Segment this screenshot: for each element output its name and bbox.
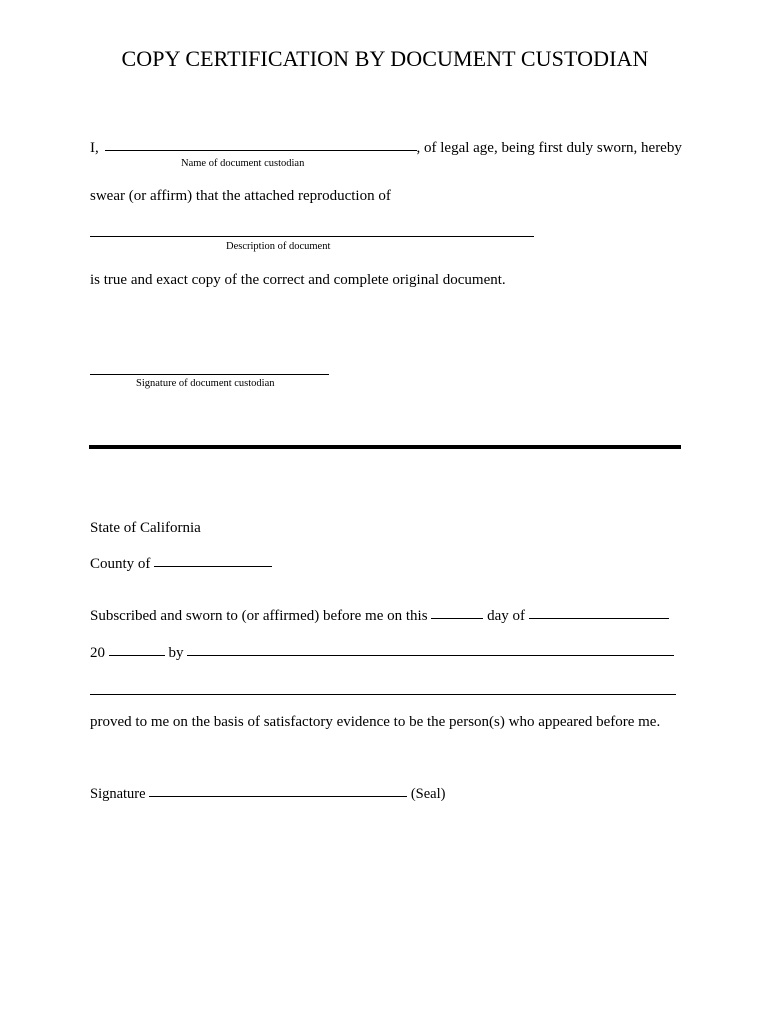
custodian-name-field[interactable] (105, 149, 417, 151)
description-caption: Description of document (226, 241, 331, 252)
section-divider (89, 445, 681, 449)
signature-caption: Signature of document custodian (136, 378, 275, 389)
custodian-prefix: I, (90, 140, 99, 156)
state-label: State of California (90, 520, 201, 536)
description-field[interactable] (90, 236, 534, 237)
by-label: by (168, 645, 184, 661)
swear-statement: swear (or affirm) that the attached reproduction of (90, 188, 391, 204)
custodian-signature-field[interactable] (90, 374, 329, 375)
notary-signature-field[interactable] (149, 795, 407, 797)
true-copy-statement: is true and exact copy of the correct and complete original document. (90, 272, 506, 288)
subscribed-prefix: Subscribed and sworn to (or affirmed) before me on this (90, 608, 428, 624)
month-field[interactable] (529, 617, 669, 619)
custodian-statement (90, 140, 682, 157)
year-field[interactable] (109, 654, 165, 656)
document-title: COPY CERTIFICATION BY DOCUMENT CUSTODIAN (121, 46, 649, 71)
county-label: County of (90, 556, 151, 572)
person-name-field[interactable] (187, 654, 674, 656)
subscribed-line (90, 608, 669, 625)
custodian-suffix: , of legal age, being first duly sworn, hereby (416, 140, 682, 156)
day-field[interactable] (431, 617, 483, 619)
day-of-label: day of (487, 608, 525, 624)
year-by-line (90, 645, 674, 662)
signature-label: Signature (90, 786, 146, 802)
custodian-name-caption: Name of document custodian (181, 158, 305, 169)
additional-names-field[interactable] (90, 694, 676, 695)
proved-statement: proved to me on the basis of satisfactory evidence to be the person(s) who appeared before me. (90, 714, 661, 730)
notary-signature-line (90, 786, 445, 803)
seal-label: (Seal) (410, 786, 446, 802)
county-line (90, 556, 272, 573)
year-prefix: 20 (90, 645, 105, 661)
county-field[interactable] (154, 565, 272, 567)
